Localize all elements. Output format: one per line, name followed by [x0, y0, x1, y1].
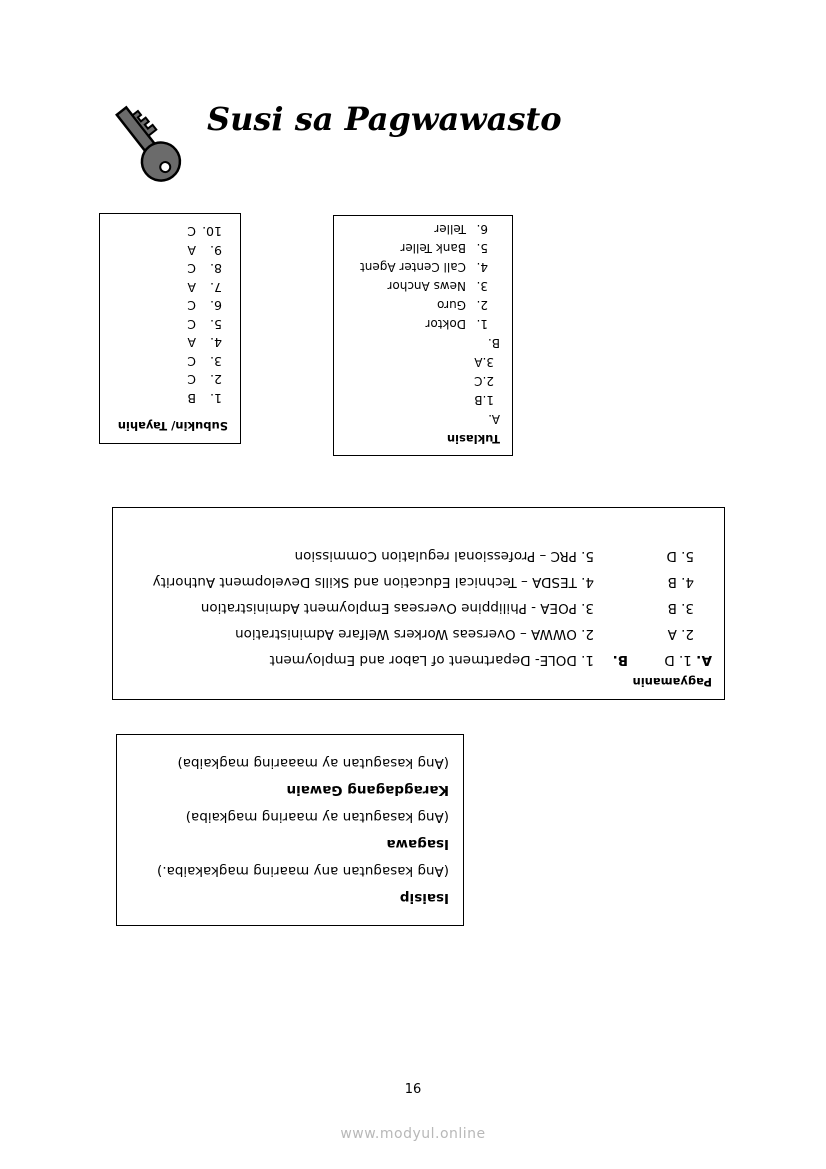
page-title: Susi sa Pagwawasto: [207, 100, 562, 138]
tuklasin-heading: Tuklasin: [446, 432, 500, 446]
section-heading: Isagawa: [386, 836, 449, 852]
table-row: A. 1. D B. 1. DOLE- Department of Labor and Employment: [269, 652, 712, 668]
tuklasin-part-a-label: A.: [488, 412, 500, 426]
list-item: 6.Teller: [434, 222, 488, 236]
list-item: 2.C: [474, 374, 494, 388]
section-note: (Ang kasagutan ay maaaring magkaiba): [177, 755, 449, 771]
list-item: 1.B: [474, 393, 494, 407]
list-item: 2.Guro: [437, 298, 488, 312]
table-row: 5. D 5. PRC – Professional regulation Commission: [294, 548, 694, 564]
list-item: 7.A: [187, 280, 222, 295]
tuklasin-content: [334, 216, 512, 455]
section-note: (Ang kasagutan any maaring magkakaiba.): [157, 863, 449, 879]
table-row: 2. A 2. OWWA – Overseas Workers Welfare Administration: [235, 626, 694, 642]
list-item: 8.C: [187, 261, 222, 277]
tuklasin-answer-box: [333, 215, 513, 456]
pagyamanin-heading: Pagyamanin: [632, 675, 712, 689]
list-item: 1.Doktor: [425, 317, 488, 331]
list-item: 1.B: [187, 391, 222, 406]
list-item: 4.A: [187, 335, 222, 351]
page-number: 16: [404, 1082, 422, 1097]
tuklasin-part-b-label: B.: [487, 336, 500, 350]
isaisip-answer-box: [116, 734, 464, 926]
isaisip-content: [117, 735, 463, 925]
subukin-list: [112, 222, 228, 407]
pagyamanin-answer-box: [112, 507, 725, 700]
list-item: 3.A: [474, 355, 494, 369]
section-heading: Karagdagang Gawain: [286, 782, 449, 798]
section-note: (Ang kasagutan ay maaring magkaiba): [185, 809, 449, 825]
list-item: 4.Call Center Agent: [360, 260, 488, 274]
table-row: 4. B 4. TESDA – Technical Education and Skills Development Authority: [152, 574, 694, 590]
watermark: www.modyul.online: [340, 1126, 486, 1142]
subukin-content: [100, 214, 240, 443]
key-icon: [112, 100, 184, 190]
pagyamanin-content: [113, 508, 724, 699]
list-item: 2.C: [187, 372, 222, 388]
subukin-answer-box: [99, 213, 241, 444]
list-item: 3.C: [187, 354, 222, 369]
list-item: 5.Bank Teller: [400, 241, 488, 255]
list-item: 10.C: [187, 224, 222, 240]
list-item: 3.News Anchor: [387, 279, 488, 293]
subukin-heading: Subukin/ Tayahin: [117, 419, 228, 433]
table-row: 3. B 3. POEA - Philippine Overseas Employment Administration: [200, 600, 694, 616]
list-item: 6.C: [187, 298, 222, 314]
section-heading: Isaisip: [399, 890, 449, 906]
list-item: 5.C: [187, 317, 222, 332]
list-item: 9.A: [187, 243, 222, 258]
